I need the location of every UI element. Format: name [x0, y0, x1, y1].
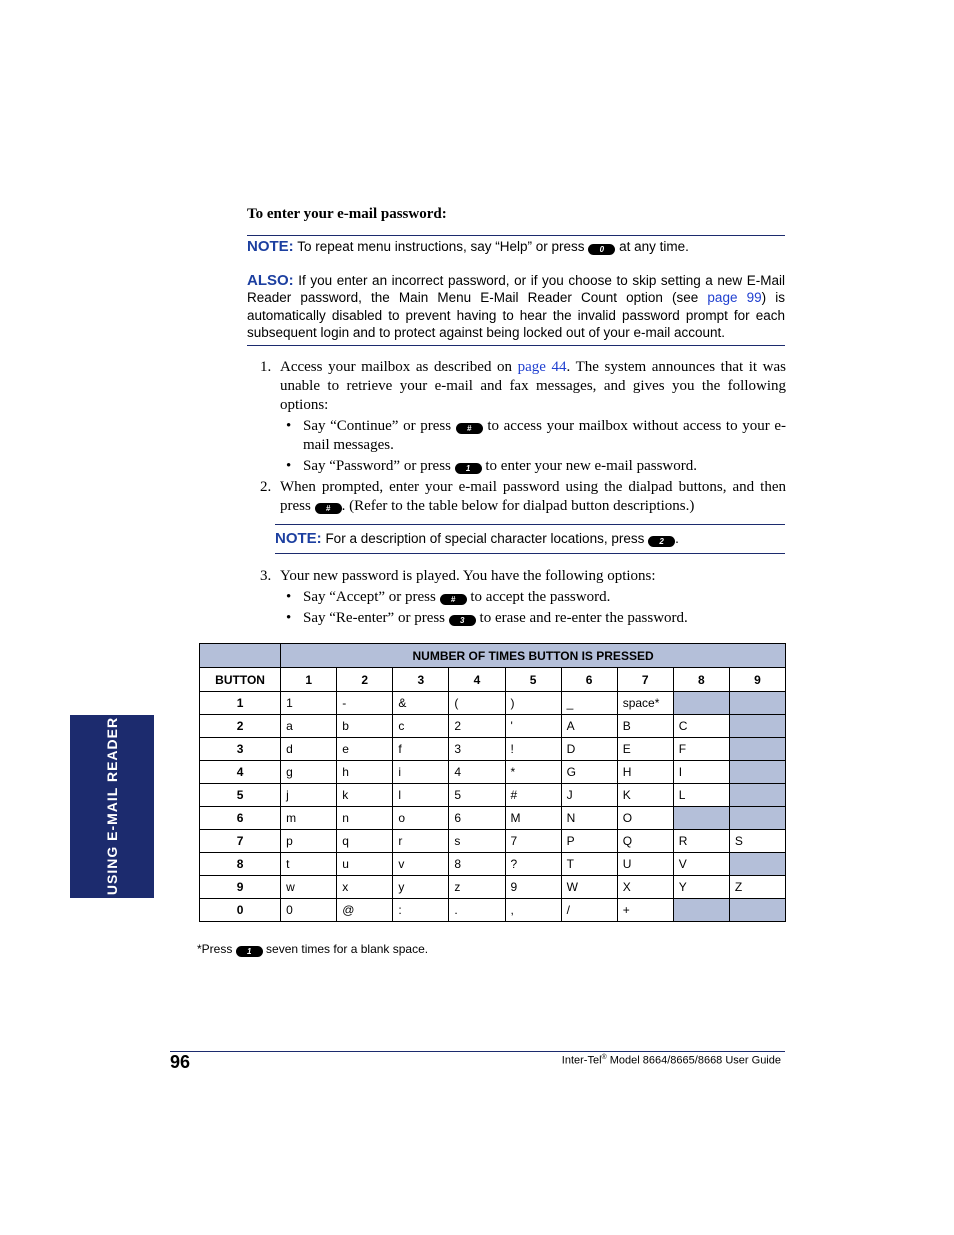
- character-cell: P: [561, 830, 617, 853]
- character-cell: ): [505, 692, 561, 715]
- press-count-header: 1: [281, 668, 337, 692]
- character-cell: 8: [449, 853, 505, 876]
- step-3: 3. Your new password is played. You have the following options:: [260, 568, 656, 584]
- character-cell: T: [561, 853, 617, 876]
- character-cell: l: [393, 784, 449, 807]
- character-cell: A: [561, 715, 617, 738]
- character-cell: u: [337, 853, 393, 876]
- character-cell: f: [393, 738, 449, 761]
- step-2: 2. When prompted, enter your e-mail password using the dialpad buttons, and then press # . (Refer to the table below for dialpad button descriptions.): [260, 479, 786, 514]
- footer-rule: [170, 1051, 785, 1052]
- character-cell: -: [337, 692, 393, 715]
- table-title: NUMBER OF TIMES BUTTON IS PRESSED: [281, 644, 786, 668]
- press-count-header: 3: [393, 668, 449, 692]
- character-cell: w: [281, 876, 337, 899]
- character-cell: .: [449, 899, 505, 922]
- character-cell: @: [337, 899, 393, 922]
- one-key-icon: 1: [455, 463, 482, 474]
- note2-block: NOTE: For a description of special character locations, press 2 .: [275, 530, 679, 547]
- table-row: [200, 899, 786, 922]
- table-row: [200, 830, 786, 853]
- character-cell: b: [337, 715, 393, 738]
- table-row: [200, 761, 786, 784]
- note2-label: NOTE:: [275, 530, 322, 547]
- character-cell: !: [505, 738, 561, 761]
- character-cell: [729, 738, 785, 761]
- character-cell: 6: [449, 807, 505, 830]
- character-cell: Y: [673, 876, 729, 899]
- character-cell: F: [673, 738, 729, 761]
- character-cell: Z: [729, 876, 785, 899]
- character-cell: [729, 692, 785, 715]
- character-cell: m: [281, 807, 337, 830]
- character-cell: *: [505, 761, 561, 784]
- button-cell: 5: [200, 784, 281, 807]
- character-cell: _: [561, 692, 617, 715]
- character-cell: k: [337, 784, 393, 807]
- step-3-option-reenter: • Say “Re-enter” or press 3 to erase and re-enter the password.: [286, 610, 688, 626]
- character-cell: +: [617, 899, 673, 922]
- character-cell: r: [393, 830, 449, 853]
- step-1-option-password: • Say “Password” or press 1 to enter your new e-mail password.: [286, 458, 697, 474]
- character-cell: 0: [281, 899, 337, 922]
- character-cell: space*: [617, 692, 673, 715]
- character-cell: N: [561, 807, 617, 830]
- table-corner-cell: [200, 644, 281, 668]
- button-cell: 2: [200, 715, 281, 738]
- character-cell: 4: [449, 761, 505, 784]
- button-cell: 1: [200, 692, 281, 715]
- hash-key-icon: #: [315, 503, 342, 514]
- character-cell: V: [673, 853, 729, 876]
- character-cell: [729, 853, 785, 876]
- press-count-header: 6: [561, 668, 617, 692]
- character-cell: :: [393, 899, 449, 922]
- button-cell: 7: [200, 830, 281, 853]
- character-cell: L: [673, 784, 729, 807]
- character-cell: y: [393, 876, 449, 899]
- character-cell: E: [617, 738, 673, 761]
- button-cell: 0: [200, 899, 281, 922]
- also-block: ALSO: If you enter an incorrect password, or if you choose to skip setting a new E-Mail Reader password, the Main Menu E-Mail Reader Count option (see page 99) is automatically disabled to prevent having to hear the invalid password prompt for each subsequent login and to protect against being locked out of your e-mail account.: [247, 272, 785, 340]
- table-row: [200, 876, 786, 899]
- press-count-header: 8: [673, 668, 729, 692]
- button-cell: 3: [200, 738, 281, 761]
- note2-top-rule: [275, 524, 785, 525]
- character-cell: R: [673, 830, 729, 853]
- character-cell: S: [729, 830, 785, 853]
- character-cell: z: [449, 876, 505, 899]
- character-cell: [729, 784, 785, 807]
- character-cell: [729, 761, 785, 784]
- page-44-link[interactable]: page 44: [517, 359, 567, 375]
- character-cell: t: [281, 853, 337, 876]
- character-cell: n: [337, 807, 393, 830]
- table-row: [200, 715, 786, 738]
- character-cell: J: [561, 784, 617, 807]
- character-cell: #: [505, 784, 561, 807]
- character-cell: U: [617, 853, 673, 876]
- character-cell: &: [393, 692, 449, 715]
- character-cell: D: [561, 738, 617, 761]
- table-footnote: *Press 1 seven times for a blank space.: [197, 942, 429, 956]
- character-cell: 1: [281, 692, 337, 715]
- character-cell: v: [393, 853, 449, 876]
- steps-part-1: [260, 358, 786, 516]
- button-cell: 9: [200, 876, 281, 899]
- character-cell: c: [393, 715, 449, 738]
- hash-key-icon: #: [440, 594, 467, 605]
- step-1: 1. Access your mailbox as described on page 44. The system announces that it was unable to retrieve your e-mail and fax messages, and gives you the following options:: [260, 359, 786, 413]
- character-cell: h: [337, 761, 393, 784]
- press-count-header: 7: [617, 668, 673, 692]
- one-key-icon: 1: [236, 946, 263, 957]
- note-block: NOTE: To repeat menu instructions, say “Help” or press 0 at any time.: [247, 238, 689, 255]
- steps-part-2: [260, 567, 786, 628]
- table-row: [200, 784, 786, 807]
- character-cell: p: [281, 830, 337, 853]
- note-bottom-rule: [247, 345, 785, 346]
- character-cell: ,: [505, 899, 561, 922]
- page-99-link[interactable]: page 99: [707, 290, 762, 306]
- hash-key-icon: #: [456, 423, 483, 434]
- character-cell: ?: [505, 853, 561, 876]
- character-cell: e: [337, 738, 393, 761]
- also-label: ALSO:: [247, 272, 294, 289]
- table-row: [200, 807, 786, 830]
- note-top-rule: [247, 235, 785, 236]
- character-cell: H: [617, 761, 673, 784]
- procedure-heading: To enter your e-mail password:: [247, 206, 447, 222]
- button-column-header: BUTTON: [200, 668, 281, 692]
- table-row: [200, 692, 786, 715]
- press-count-header: 2: [337, 668, 393, 692]
- character-cell: ': [505, 715, 561, 738]
- character-cell: 5: [449, 784, 505, 807]
- note-label: NOTE:: [247, 238, 294, 255]
- character-cell: [673, 807, 729, 830]
- character-cell: G: [561, 761, 617, 784]
- character-cell: 2: [449, 715, 505, 738]
- press-count-header: 4: [449, 668, 505, 692]
- side-tab-label: USING E-MAIL READER: [104, 716, 120, 896]
- step-3-option-accept: • Say “Accept” or press # to accept the password.: [286, 589, 611, 605]
- character-cell: C: [673, 715, 729, 738]
- character-cell: q: [337, 830, 393, 853]
- page-number: 96: [170, 1052, 191, 1072]
- character-cell: o: [393, 807, 449, 830]
- button-cell: 4: [200, 761, 281, 784]
- character-cell: I: [673, 761, 729, 784]
- character-cell: d: [281, 738, 337, 761]
- character-cell: g: [281, 761, 337, 784]
- character-cell: X: [617, 876, 673, 899]
- character-cell: [673, 692, 729, 715]
- section-side-tab: [70, 715, 154, 898]
- table-row: [200, 738, 786, 761]
- character-cell: M: [505, 807, 561, 830]
- three-key-icon: 3: [449, 615, 476, 626]
- character-cell: (: [449, 692, 505, 715]
- step-1-option-continue: • Say “Continue” or press # to access your mailbox without access to your e-mail messages.: [286, 418, 786, 453]
- character-cell: W: [561, 876, 617, 899]
- character-cell: K: [617, 784, 673, 807]
- character-cell: 9: [505, 876, 561, 899]
- character-cell: [729, 807, 785, 830]
- character-cell: O: [617, 807, 673, 830]
- character-cell: 3: [449, 738, 505, 761]
- character-cell: a: [281, 715, 337, 738]
- character-cell: [729, 899, 785, 922]
- character-cell: j: [281, 784, 337, 807]
- table-row: [200, 853, 786, 876]
- character-cell: Q: [617, 830, 673, 853]
- character-cell: /: [561, 899, 617, 922]
- footer-guide-title: Inter-Tel® Model 8664/8665/8668 User Guide: [561, 1054, 781, 1067]
- dialpad-key-icon: 0: [588, 244, 615, 255]
- press-count-header: 9: [729, 668, 785, 692]
- character-cell: 7: [505, 830, 561, 853]
- character-cell: [673, 899, 729, 922]
- character-cell: s: [449, 830, 505, 853]
- button-cell: 6: [200, 807, 281, 830]
- character-cell: [729, 715, 785, 738]
- character-cell: B: [617, 715, 673, 738]
- character-cell: i: [393, 761, 449, 784]
- press-count-header: 5: [505, 668, 561, 692]
- two-key-icon: 2: [648, 536, 675, 547]
- dialpad-character-table: [199, 643, 786, 922]
- character-cell: x: [337, 876, 393, 899]
- note2-bottom-rule: [275, 553, 785, 554]
- button-cell: 8: [200, 853, 281, 876]
